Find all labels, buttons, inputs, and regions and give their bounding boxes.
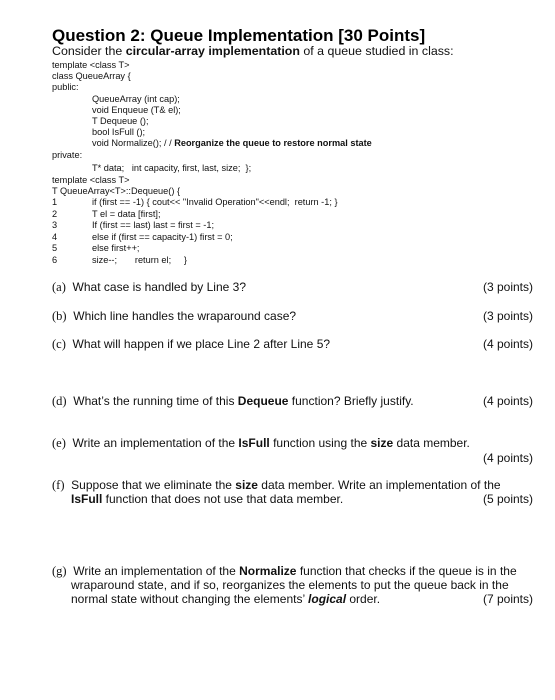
question-g-bold-logical: logical [308,592,347,606]
question-g-letter: (g) [52,564,67,578]
question-e-bold-isfull: IsFull [238,436,270,450]
question-b-points: (3 points) [482,309,533,323]
code-member-2: T Dequeue (); [92,116,149,126]
code-private-label: private: [52,150,83,160]
question-g-line1-post: function that checks if the queue is in the [296,564,517,578]
question-e-mid: function using the [269,436,371,450]
intro-bold: circular-array implementation [125,44,300,58]
question-f-pre: Suppose that we eliminate the [71,478,236,492]
code-line-num-6: 6 [52,255,58,265]
question-g-line2: wraparound state, and if so, reorganizes the elements to put the queue back in the [71,578,509,592]
code-member-3: bool IsFull (); [92,127,146,137]
code-line-num-1: 1 [52,197,58,207]
question-g-bold-normalize: Normalize [239,564,297,578]
question-b-letter: (b) [52,309,67,323]
question-d-post: function? Briefly justify. [288,394,414,408]
question-d-pre: What’s the running time of this [73,394,238,408]
question-f-mid: data member. Write an implementation of the [257,478,501,492]
question-g [52,564,517,579]
intro-text [52,44,454,58]
question-f-bold-size: size [235,478,258,492]
question-g-pre: Write an implementation of the [73,564,240,578]
question-c [52,337,330,352]
question-f-post: function that does not use that data member. [102,492,344,506]
code-member-0: QueueArray (int cap); [92,94,180,104]
question-d [52,394,414,409]
intro-post: of a queue studied in class: [299,44,454,58]
question-title: Question 2: Queue Implementation [30 Points] [52,26,426,45]
code-line-1: if (first == -1) { cout<< "Invalid Operation"<<endl; return -1; } [92,197,338,207]
code-template-1: template <class T> [52,60,130,70]
code-line-4: else if (first == capacity-1) first = 0; [92,232,233,242]
code-private-data: T* data; int capacity, first, last, size; }; [92,163,252,173]
question-f-points: (5 points) [482,492,533,506]
question-d-points: (4 points) [482,394,533,408]
intro-pre: Consider the [52,44,126,58]
question-b [52,309,296,324]
question-e-bold-size: size [370,436,394,450]
question-e-letter: (e) [52,436,66,450]
code-class-decl: class QueueArray { [52,71,131,81]
code-public-label: public: [52,82,79,92]
question-d-letter: (d) [52,394,67,408]
code-template-2: template <class T> [52,175,130,185]
question-e-points: (4 points) [482,451,533,465]
question-c-letter: (c) [52,337,66,351]
code-line-num-5: 5 [52,243,58,253]
code-line-num-3: 3 [52,220,58,230]
code-line-2: T el = data [first]; [92,209,161,219]
question-a-letter: (a) [52,280,66,294]
code-normalize-decl: void Normalize(); / / [92,138,175,148]
code-dequeue-signature: T QueueArray<T>::Dequeue() { [52,186,181,196]
code-member-1: void Enqueue (T& el); [92,105,181,115]
question-e [52,436,470,451]
question-a-text: What case is handled by Line 3? [72,280,246,294]
question-f-line2 [71,492,343,507]
question-f [52,478,501,493]
code-line-num-4: 4 [52,232,58,242]
question-b-text: Which line handles the wraparound case? [73,309,297,323]
code-line-num-2: 2 [52,209,58,219]
code-normalize-comment: Reorganize the queue to restore normal state [174,138,372,148]
code-normalize [92,138,372,149]
question-c-points: (4 points) [482,337,533,351]
question-f-bold-isfull: IsFull [71,492,103,506]
code-line-6: size--; return el; } [92,255,187,265]
question-e-pre: Write an implementation of the [72,436,239,450]
code-line-3: If (first == last) last = first = -1; [92,220,215,230]
code-line-5: else first++; [92,243,140,253]
question-a [52,280,246,295]
question-e-post: data member. [393,436,470,450]
question-a-points: (3 points) [482,280,533,294]
question-g-points: (7 points) [482,592,533,606]
question-c-text: What will happen if we place Line 2 after Line 5? [72,337,331,351]
question-d-bold: Dequeue [237,394,289,408]
question-g-line3-post: order. [346,592,381,606]
question-f-letter: (f) [52,478,65,492]
question-g-line3 [71,592,380,607]
question-g-line3-pre: normal state without changing the elements’ [71,592,309,606]
